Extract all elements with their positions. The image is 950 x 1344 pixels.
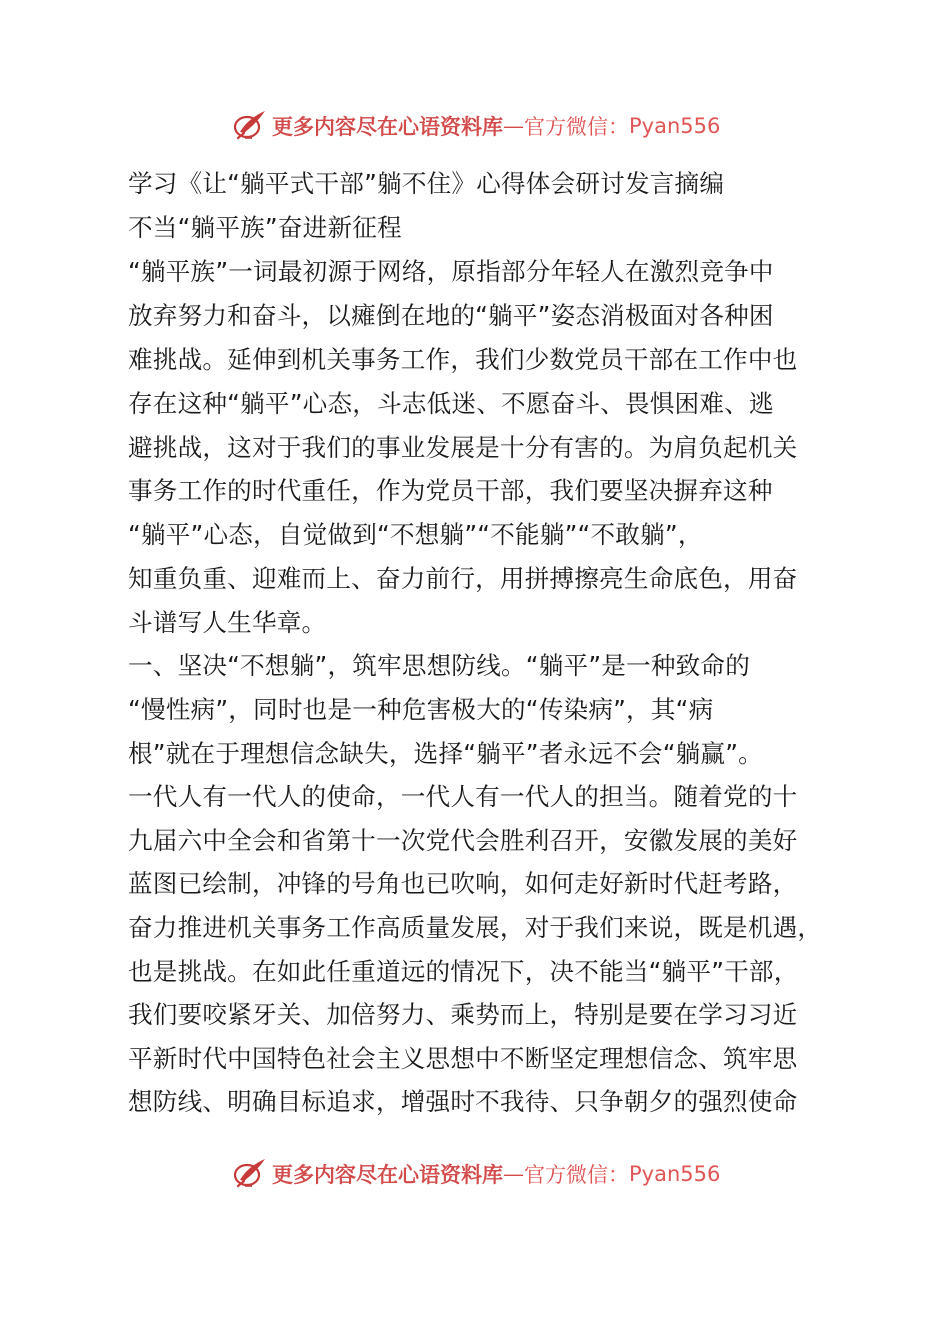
section-heading-line: 一、坚决“不想躺”，筑牢思想防线。“躺平”是一种致命的 <box>128 651 751 680</box>
body-line: 根”就在于理想信念缺失，选择“躺平”者永远不会“躺赢”。 <box>128 739 763 768</box>
watermark-dash: — <box>503 1162 524 1186</box>
body-line: 知重负重、迎难而上、奋力前行，用拼搏擦亮生命底色，用奋 <box>128 564 798 593</box>
watermark-dash: — <box>503 114 524 138</box>
body-line: 平新时代中国特色社会主义思想中不断坚定理想信念、筑牢思 <box>128 1044 798 1073</box>
body-line: 一代人有一代人的使命，一代人有一代人的担当。随着党的十 <box>128 782 798 811</box>
watermark-wechat-id: Pyan556 <box>629 1162 721 1186</box>
body-line: 蓝图已绘制，冲锋的号角也已吹响，如何走好新时代赶考路， <box>128 869 798 898</box>
watermark-library-text: 更多内容尽在心语资料库 <box>272 1162 503 1187</box>
quill-logo-icon <box>232 1156 268 1192</box>
header-watermark <box>232 106 752 146</box>
body-line: 放弃努力和奋斗，以瘫倒在地的“躺平”姿态消极面对各种困 <box>128 301 774 330</box>
quill-logo-icon <box>232 108 268 144</box>
watermark-wechat-id: Pyan556 <box>629 114 721 138</box>
body-line: 斗谱写人生华章。 <box>128 608 327 637</box>
watermark-wechat-label: 官方微信： <box>524 115 629 139</box>
footer-watermark <box>232 1154 752 1194</box>
document-title: 学习《让“躺平式干部”躺不住》心得体会研讨发言摘编 <box>128 169 725 198</box>
body-line: “躺平族”一词最初源于网络，原指部分年轻人在激烈竞争中 <box>128 257 774 286</box>
watermark-library-text: 更多内容尽在心语资料库 <box>272 114 503 139</box>
body-line: 难挑战。延伸到机关事务工作，我们少数党员干部在工作中也 <box>128 345 798 374</box>
body-line: 我们要咬紧牙关、加倍努力、乘势而上，特别是要在学习习近 <box>128 1000 798 1029</box>
watermark-wechat-label: 官方微信： <box>524 1163 629 1187</box>
body-line: 奋力推进机关事务工作高质量发展，对于我们来说，既是机遇， <box>128 913 823 942</box>
body-line: 避挑战，这对于我们的事业发展是十分有害的。为肩负起机关 <box>128 433 798 462</box>
body-line: 事务工作的时代重任，作为党员干部，我们要坚决摒弃这种 <box>128 476 773 505</box>
body-line: 存在这种“躺平”心态，斗志低迷、不愿奋斗、畏惧困难、逃 <box>128 389 774 418</box>
body-line: “躺平”心态，自觉做到“不想躺”“不能躺”“不敢躺”， <box>128 520 703 549</box>
document-subtitle: 不当“躺平族”奋进新征程 <box>128 213 402 242</box>
body-line: 也是挑战。在如此任重道远的情况下，决不能当“躺平”干部， <box>128 957 799 986</box>
body-line: 九届六中全会和省第十一次党代会胜利召开，安徽发展的美好 <box>128 826 798 855</box>
body-line: “慢性病”，同时也是一种危害极大的“传染病”，其“病 <box>128 695 714 724</box>
body-line: 想防线、明确目标追求，增强时不我待、只争朝夕的强烈使命 <box>128 1087 798 1116</box>
